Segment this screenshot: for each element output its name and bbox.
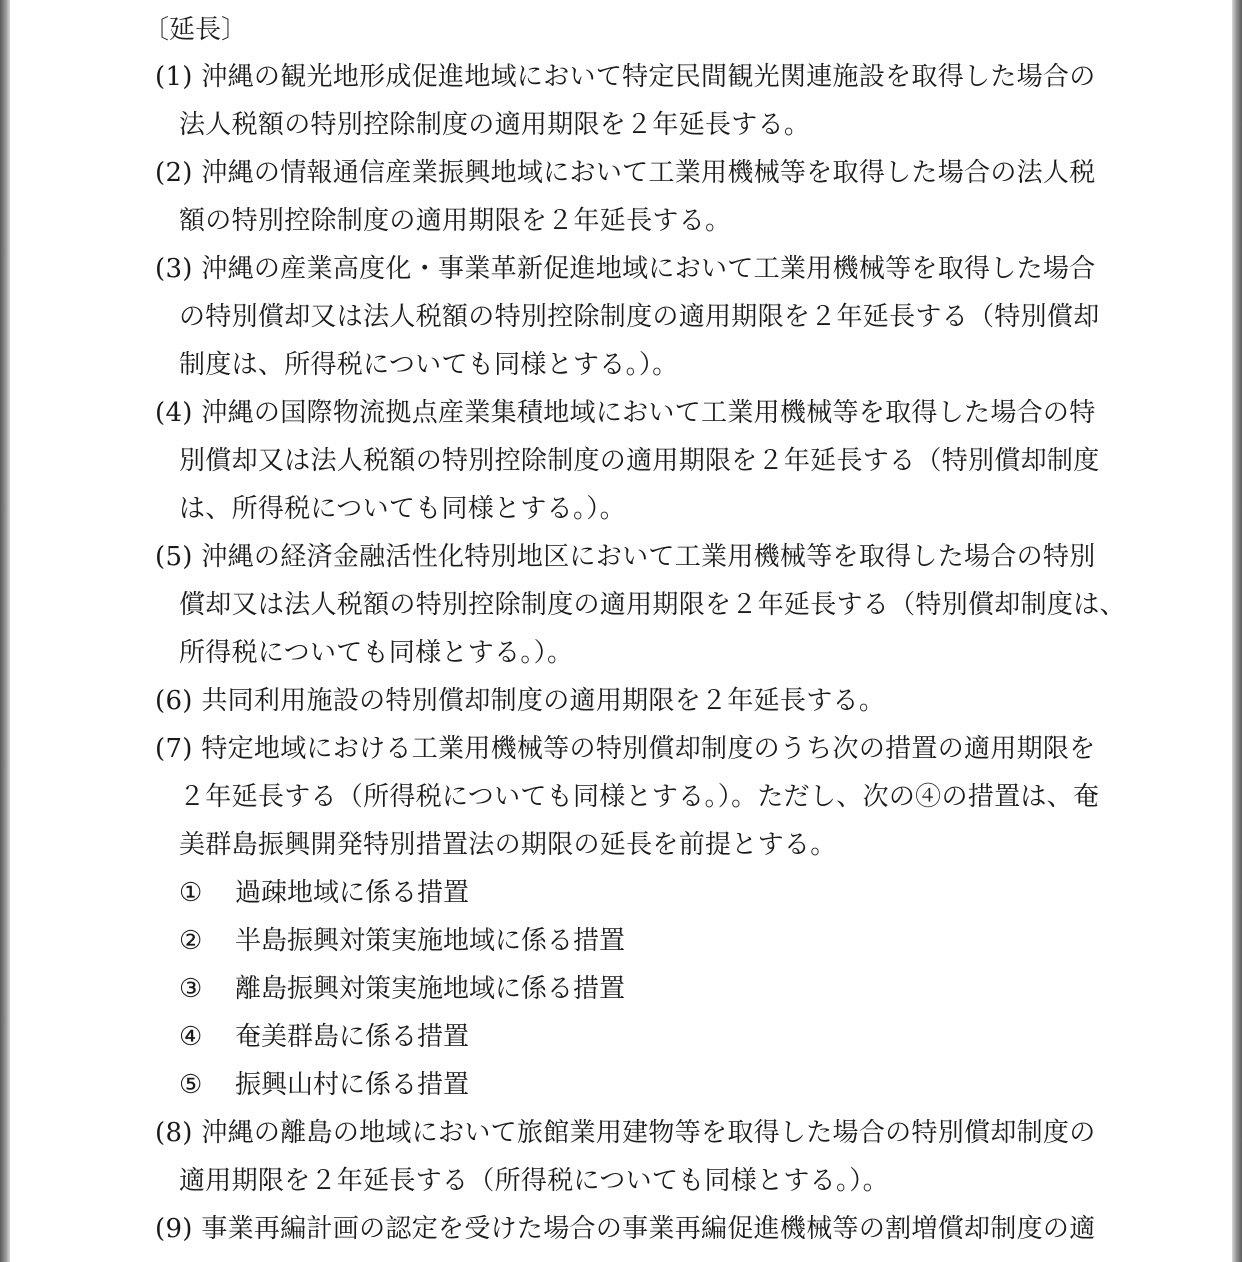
subitem-3 [179, 969, 625, 1009]
item-text: 共同利用施設の特別償却制度の適用期限を２年延長する。 [201, 686, 886, 716]
subitem-text: 奄美群島に係る措置 [235, 1022, 470, 1052]
subitem-text: 離島振興対策実施地域に係る措置 [235, 974, 626, 1004]
item-5-line-1 [155, 537, 1096, 577]
item-text: 沖縄の観光地形成促進地域において特定民間観光関連施設を取得した場合の [201, 62, 1096, 92]
subitem-marker: ⑤ [179, 1070, 203, 1100]
item-3-line-3: 制度は、所得税についても同様とする。）。 [179, 350, 679, 380]
item-number: (7) [155, 734, 193, 764]
item-5-line-3: 所得税についても同様とする。）。 [179, 638, 574, 668]
item-2-line-1 [155, 153, 1096, 193]
item-1-line-2: 法人税額の特別控除制度の適用期限を２年延長する。 [179, 110, 811, 140]
subitem-text: 振興山村に係る措置 [235, 1070, 470, 1100]
item-number: (6) [155, 686, 193, 716]
item-number: (1) [155, 62, 193, 92]
item-number: (9) [155, 1214, 193, 1244]
item-2-line-2: 額の特別控除制度の適用期限を２年延長する。 [179, 206, 732, 236]
item-number: (5) [155, 542, 193, 572]
subitem-marker: ② [179, 926, 203, 956]
item-text: 沖縄の産業高度化・事業革新促進地域において工業用機械等を取得した場合 [201, 254, 1096, 284]
subitem-marker: ④ [179, 1022, 203, 1052]
item-number: (8) [155, 1118, 193, 1148]
item-text: 沖縄の国際物流拠点産業集積地域において工業用機械等を取得した場合の特 [201, 398, 1096, 428]
subitem-text: 半島振興対策実施地域に係る措置 [235, 926, 626, 956]
item-4-line-3: は、所得税についても同様とする。）。 [179, 494, 626, 524]
item-number: (4) [155, 398, 193, 428]
item-8-line-2: 適用期限を２年延長する（所得税についても同様とする。）。 [179, 1166, 889, 1196]
subitem-2 [179, 921, 625, 961]
item-4-line-1 [155, 393, 1096, 433]
subitem-text: 過疎地域に係る措置 [235, 878, 470, 908]
subitem-marker: ③ [179, 974, 203, 1004]
section-heading: 〔延長〕 [143, 15, 248, 45]
item-7-line-3: 美群島振興開発特別措置法の期限の延長を前提とする。 [179, 830, 837, 860]
item-text: 沖縄の経済金融活性化特別地区において工業用機械等を取得した場合の特別 [201, 542, 1096, 572]
item-7-line-2: ２年延長する（所得税についても同様とする。）。ただし、次の④の措置は、奄 [179, 782, 1100, 812]
item-6-line-1 [155, 681, 885, 721]
page-edge-right [1232, 0, 1242, 1262]
item-text: 沖縄の離島の地域において旅館業用建物等を取得した場合の特別償却制度の [201, 1118, 1096, 1148]
subitem-4 [179, 1017, 469, 1057]
subitem-marker: ① [179, 878, 203, 908]
item-text: 沖縄の情報通信産業振興地域において工業用機械等を取得した場合の法人税 [201, 158, 1096, 188]
page-edge-left [0, 0, 10, 1262]
item-5-line-2: 償却又は法人税額の特別控除制度の適用期限を２年延長する（特別償却制度は、 [179, 590, 1126, 620]
item-text: 特定地域における工業用機械等の特別償却制度のうち次の措置の適用期限を [201, 734, 1096, 764]
item-4-line-2: 別償却又は法人税額の特別控除制度の適用期限を２年延長する（特別償却制度 [179, 446, 1100, 476]
document-page [10, 0, 1232, 1262]
subitem-1 [179, 873, 469, 913]
item-3-line-1 [155, 249, 1096, 289]
item-3-line-2: の特別償却又は法人税額の特別控除制度の適用期限を２年延長する（特別償却 [179, 302, 1100, 332]
item-7-line-1 [155, 729, 1096, 769]
item-number: (3) [155, 254, 193, 284]
item-9-line-1 [155, 1209, 1096, 1249]
item-1-line-1 [155, 57, 1096, 97]
subitem-5 [179, 1065, 469, 1105]
item-text: 事業再編計画の認定を受けた場合の事業再編促進機械等の割増償却制度の適 [201, 1214, 1096, 1244]
item-number: (2) [155, 158, 193, 188]
item-8-line-1 [155, 1113, 1096, 1153]
